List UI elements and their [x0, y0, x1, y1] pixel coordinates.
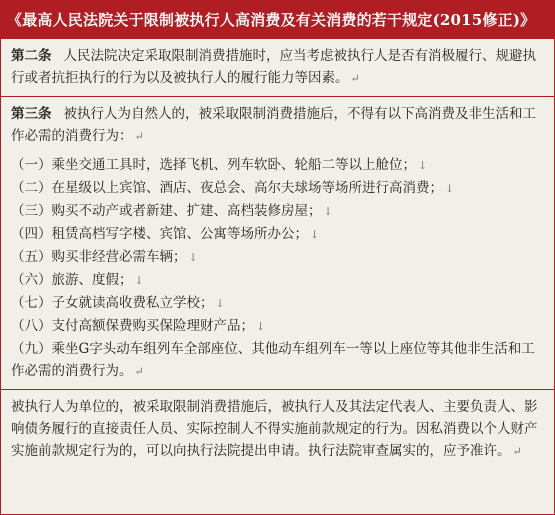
- article-2-label: 第二条: [11, 48, 52, 64]
- paragraph-mark-icon: ↵: [134, 365, 144, 378]
- article-2-section: [1, 39, 554, 96]
- list-item: [11, 154, 544, 177]
- line-break-icon: ↓: [310, 228, 320, 241]
- list-item-text: （六）旅游、度假；: [11, 272, 133, 288]
- list-item-text: （一）乘坐交通工具时，选择飞机、列车软卧、轮船二等以上舱位；: [11, 157, 416, 173]
- article-3-intro: [11, 103, 544, 148]
- list-item-text: （八）支付高额保费购买保险理财产品；: [11, 318, 254, 334]
- list-item-text: （二）在星级以上宾馆、酒店、夜总会、高尔夫球场等场所进行高消费；: [11, 180, 443, 196]
- article-2-paragraph: [11, 45, 544, 90]
- closing-section: [1, 389, 554, 469]
- list-item: [11, 200, 544, 223]
- line-break-icon: ↓: [418, 159, 428, 172]
- list-item: [11, 269, 544, 292]
- closing-paragraph: [11, 396, 544, 463]
- list-item-text: （九）乘坐G字头动车组列车全部座位、其他动车组列车一等以上座位等其他非生活和工作必需的消费行为。: [11, 341, 535, 379]
- list-item: [11, 338, 544, 383]
- list-item-text: （五）购买非经营必需车辆；: [11, 249, 187, 265]
- list-item: [11, 177, 544, 200]
- paragraph-mark-icon: ↵: [350, 72, 360, 85]
- article-2-text: 人民法院决定采取限制消费措施时，应当考虑被执行人是否有消极履行、规避执行或者抗拒执行的行为以及被执行人的履行能力等因素。: [11, 48, 536, 86]
- line-break-icon: ↓: [256, 320, 266, 333]
- list-item: [11, 246, 544, 269]
- article-3-section: [1, 96, 554, 389]
- list-item: [11, 292, 544, 315]
- line-break-icon: ↓: [323, 205, 333, 218]
- list-item: [11, 315, 544, 338]
- line-break-icon: ↓: [134, 274, 144, 287]
- list-item-text: （四）租赁高档写字楼、宾馆、公寓等场所办公；: [11, 226, 308, 242]
- list-item-text: （七）子女就读高收费私立学校；: [11, 295, 214, 311]
- restriction-list: [11, 154, 544, 383]
- line-break-icon: ↓: [215, 297, 225, 310]
- line-break-icon: ↓: [188, 251, 198, 264]
- article-3-intro-text: 被执行人为自然人的，被采取限制消费措施后，不得有以下高消费及非生活和工作必需的消费行为：: [11, 106, 536, 144]
- closing-text: 被执行人为单位的，被采取限制消费措施后，被执行人及其法定代表人、主要负责人、影响债务履行的直接责任人员、实际控制人不得实施前款规定的行为。因私消费以个人财产实施前款规定行为的，可以向执行法院提出申请。执行法院审查属实的，应予准许。: [11, 399, 538, 459]
- paragraph-mark-icon: ↵: [512, 445, 522, 458]
- paragraph-mark-icon: ↵: [134, 130, 144, 143]
- list-item-text: （三）购买不动产或者新建、扩建、高档装修房屋；: [11, 203, 322, 219]
- article-3-label: 第三条: [11, 106, 52, 122]
- document-title-bar: [1, 1, 554, 39]
- list-item: [11, 223, 544, 246]
- document-title: 《最高人民法院关于限制被执行人高消费及有关消费的若干规定(2015修正)》: [7, 11, 536, 29]
- line-break-icon: ↓: [445, 182, 455, 195]
